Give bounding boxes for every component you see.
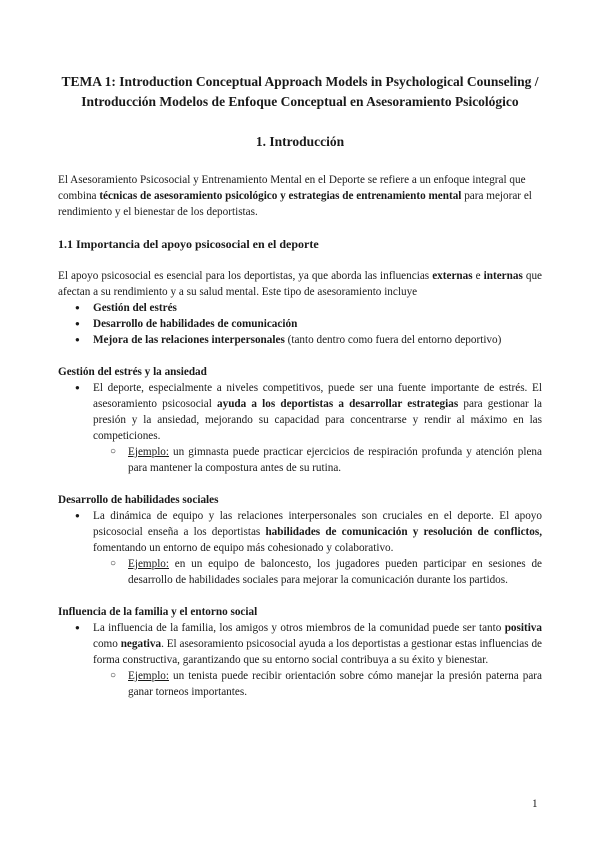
section-heading-introduccion: 1. Introducción: [255, 134, 345, 149]
support-areas-list: [58, 300, 542, 348]
stress-list: [58, 380, 542, 476]
list-item: ● Mejora de las relaciones interpersonales (tanto dentro como fuera del entorno deportivo): [58, 332, 542, 348]
list-item: ● Gestión del estrés: [58, 300, 542, 316]
list-item: ● La dinámica de equipo y las relaciones interpersonales son cruciales en el deporte. El apoyo psicosocial enseña a los deportistas habilidades de comunicación y resolución de conflictos, fomentando un entorno de equipo más cohesionado y colaborativo. ○ Ejemplo: en un equipo de baloncesto, los jugadores pueden participar en sesiones de desarrollo de habilidades sociales para mejorar la comunicación durante los partidos.: [58, 508, 542, 588]
document-page: [58, 72, 542, 700]
page-number: 1: [532, 798, 538, 810]
section-heading-1-1: 1.1 Importancia del apoyo psicosocial en el deporte: [58, 237, 319, 251]
family-list: [58, 620, 542, 700]
intro-paragraph: El Asesoramiento Psicosocial y Entrenamiento Mental en el Deporte se refiere a un enfoque integral que combina técnicas de asesoramiento psicológico y estrategias de entrenamiento mental para mejorar el rendimiento y el bienestar de los deportistas.: [58, 174, 532, 218]
example-item: ○ Ejemplo: en un equipo de baloncesto, los jugadores pueden participar en sesiones de desarrollo de habilidades sociales para mejorar la comunicación durante los partidos.: [93, 556, 542, 588]
example-item: ○ Ejemplo: un tenista puede recibir orientación sobre cómo manejar la presión paterna para ganar torneos importantes.: [93, 668, 542, 700]
social-list: [58, 508, 542, 588]
subheading-social: Desarrollo de habilidades sociales: [58, 494, 219, 506]
subheading-stress: Gestión del estrés y la ansiedad: [58, 366, 207, 378]
section-1-1-paragraph: El apoyo psicosocial es esencial para los deportistas, ya que aborda las influencias externas e internas que afectan a su rendimiento y a su salud mental. Este tipo de asesoramiento incluye: [58, 270, 542, 298]
list-item: ● La influencia de la familia, los amigos y otros miembros de la comunidad puede ser tanto positiva como negativa. El asesoramiento psicosocial ayuda a los deportistas a gestionar estas influencias de forma constructiva, garantizando que su entorno social contribuya a su éxito y bienestar. ○ Ejemplo: un tenista puede recibir orientación sobre cómo manejar la presión paterna para ganar torneos importantes.: [58, 620, 542, 700]
subheading-family: Influencia de la familia y el entorno social: [58, 606, 258, 618]
example-item: ○ Ejemplo: un gimnasta puede practicar ejercicios de respiración profunda y atención plena para mantener la compostura antes de su rutina.: [93, 444, 542, 476]
list-item: ● Desarrollo de habilidades de comunicación: [58, 316, 542, 332]
example-list: [93, 668, 542, 700]
example-list: [93, 556, 542, 588]
document-title: TEMA 1: Introduction Conceptual Approach Models in Psychological Counseling / Introducción Modelos de Enfoque Conceptual en Asesoramiento Psicológico: [61, 74, 539, 109]
example-list: [93, 444, 542, 476]
list-item: ● El deporte, especialmente a niveles competitivos, puede ser una fuente importante de estrés. El asesoramiento psicosocial ayuda a los deportistas a desarrollar estrategias para gestionar la presión y la ansiedad, mejorando su capacidad para concentrarse y rendir al máximo en las competiciones. ○ Ejemplo: un gimnasta puede practicar ejercicios de respiración profunda y atención plena para mantener la compostura antes de su rutina.: [58, 380, 542, 476]
